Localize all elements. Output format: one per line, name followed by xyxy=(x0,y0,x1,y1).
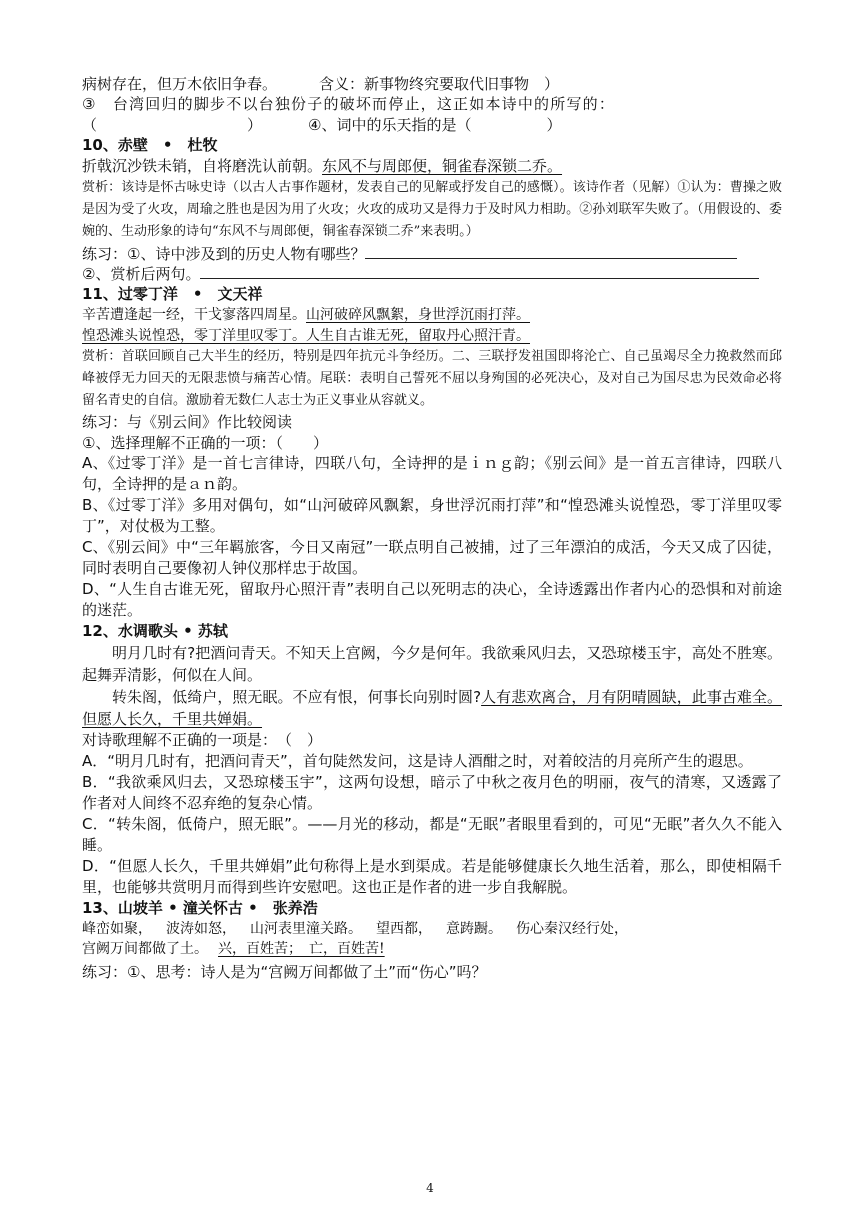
answer-line xyxy=(365,244,737,259)
blank-parentheses: （ ） xyxy=(82,115,263,134)
poem-text: 望西都， xyxy=(376,921,432,938)
question: 练习：①、思考：诗人是为“宫阙万间都做了土”而“伤心”吗？ xyxy=(82,962,487,981)
poem-text: 山河表里潼关路。 xyxy=(250,921,362,938)
option-d: D、“人生自古谁无死，留取丹心照汗青”表明自己以死明志的决心，全诗透露出作者内心的恐惧和对前途的迷茫。 xyxy=(82,580,782,620)
text: ④、词中的乐天指的是（ ） xyxy=(308,115,562,134)
poem-line xyxy=(82,919,782,939)
poem-text: 折戟沉沙铁未销，自将磨洗认前朝。 xyxy=(82,157,323,176)
option-b: B．“我欲乘风归去，又恐琼楼玉宇”，这两句设想，暗示了中秋之夜月色的明丽，夜气的清寒，又透露了作者对人间终不忍弃绝的复杂心情。 xyxy=(82,773,782,813)
text: 病树存在，但万木依旧争春。 xyxy=(82,75,278,93)
question: 对诗歌理解不正确的一项是： （ ） xyxy=(82,731,323,750)
section-title-12: 12、水调歌头 • 苏轼 xyxy=(82,622,228,641)
question: ①、选择理解不正确的一项：（ ） xyxy=(82,433,328,452)
poem-paragraph: 明月几时有?把酒问青天。不知天上宫阙，今夕是何年。我欲乘风归去，又恐琼楼玉宇，高处不胜寒。起舞弄清影，何似在人间。 xyxy=(82,644,782,685)
poem-text: 宫阙万间都做了土。 xyxy=(82,941,208,958)
top-line-1 xyxy=(82,74,782,94)
poem-line xyxy=(82,156,782,176)
option-d: D．“但愿人长久，千里共婵娟”此句称得上是水到渠成。若是能够健康长久地生活着，那么，即使相隔千里，也能够共赏明月而得到些许安慰吧。这也正是作者的进一步自我解脱。 xyxy=(82,857,782,897)
exercise-line xyxy=(82,264,782,284)
appreciation-note: 赏析：该诗是怀古咏史诗（以古人古事作题材，发表自己的见解或抒发自己的感慨）。该诗作者（见解）①认为：曹操之败是因为受了火攻，周瑜之胜也是因为用了火攻；火攻的成功又是得力于及时风力相助。②孙刘联军失败了。（用假设的、委婉的、生动形象的诗句“东风不与周郎便，铜雀春深锁二乔”来表明。） xyxy=(82,179,782,239)
text: ③ 台湾回归的脚步不以台独份子的破坏而停止，这正如本诗中的所写的： xyxy=(82,95,616,114)
poem-line xyxy=(82,326,782,346)
appreciation-note: 赏析：首联回顾自己大半生的经历，特别是四年抗元斗争经历。二、三联抒发祖国即将沦亡、自己虽竭尽全力挽救然而邱峰被俘无力回天的无限悲愤与痛苦心情。尾联：表明自己誓死不屈以身殉国的必死决心，及对自己为国尽忠为民效命必将留名青史的自信。激励着无数仁人志士为正义事业从容就义。 xyxy=(82,349,782,409)
poem-text-underlined: 兴，百姓苦； 亡，百姓苦! xyxy=(218,941,385,958)
section-title-10: 10、赤壁 • 杜牧 xyxy=(82,136,218,155)
poem-text: 峰峦如聚， xyxy=(82,921,152,938)
option-c: C、《别云间》中“三年羁旅客，今日又南冠”一联点明自己被捕，过了三年漂泊的成活，今天又成了囚徒，同时表明自己要像初人钟仪那样忠于故国。 xyxy=(82,538,782,578)
option-b: B、《过零丁洋》多用对偶句，如“山河破碎风飘絮，身世浮沉雨打萍”和“惶恐滩头说惶恐，零丁洋里叹零丁”，对仗极为工整。 xyxy=(82,496,782,536)
poem-text-underlined: 东风不与周郎便，铜雀春深锁二乔。 xyxy=(322,157,563,176)
poem-line xyxy=(82,939,782,959)
poem-text-underlined: 人生自古谁无死，留取丹心照汗青。 xyxy=(306,327,530,344)
poem-line xyxy=(82,305,782,325)
option-a: A．“明月几时有，把酒问青天”，首句陡然发问，这是诗人酒酣之时，对着皎洁的月亮所产生的遐思。 xyxy=(82,752,753,771)
section-title-11: 11、过零丁洋 • 文天祥 xyxy=(82,285,263,304)
section-title-13: 13、山坡羊 • 潼关怀古 • 张养浩 xyxy=(82,899,318,918)
document-page xyxy=(82,74,782,984)
option-a: A、《过零丁洋》是一首七言律诗，四联八句，全诗押的是ｉｎｇ韵；《别云间》是一首五言律诗，四联八句，全诗押的是ａｎ韵。 xyxy=(82,454,782,494)
poem-text: 波涛如怒， xyxy=(166,921,236,938)
poem-paragraph xyxy=(82,686,782,730)
top-line-2 xyxy=(82,94,782,114)
exercise-intro: 练习：与《别云间》作比较阅读 xyxy=(82,413,293,432)
poem-text: 意踌蹰。 xyxy=(446,921,502,938)
poem-text-underlined: 人有悲欢离合，月有阴晴圆缺，此事古难全。但愿人长久，千里共婵娟。 xyxy=(82,688,782,729)
exercise-line xyxy=(82,244,782,264)
poem-text: 转朱阁，低绮户，照无眠。不应有恨，何事长向别时圆? xyxy=(112,688,482,707)
poem-text-underlined: 山河破碎风飘絮，身世浮沉雨打萍。 xyxy=(306,307,530,324)
answer-line xyxy=(200,264,759,279)
option-c: C．“转朱阁，低倚户，照无眠”。——月光的移动，都是“无眠”者眼里看到的，可见“无眠”者久久不能入睡。 xyxy=(82,815,782,855)
top-line-3 xyxy=(82,115,782,135)
poem-text: 辛苦遭逢起一经，干戈寥落四周星。 xyxy=(82,307,306,324)
text: 含义：新事物终究要取代旧事物 ） xyxy=(319,75,560,93)
question-text: 练习：①、诗中涉及到的历史人物有哪些？ xyxy=(82,244,366,263)
poem-text: 伤心秦汉经行处， xyxy=(516,921,628,938)
question-text: ②、赏析后两句。 xyxy=(82,265,201,284)
page-number: 4 xyxy=(426,1181,434,1195)
poem-text-underlined: 惶恐滩头说惶恐，零丁洋里叹零丁。 xyxy=(82,327,306,344)
